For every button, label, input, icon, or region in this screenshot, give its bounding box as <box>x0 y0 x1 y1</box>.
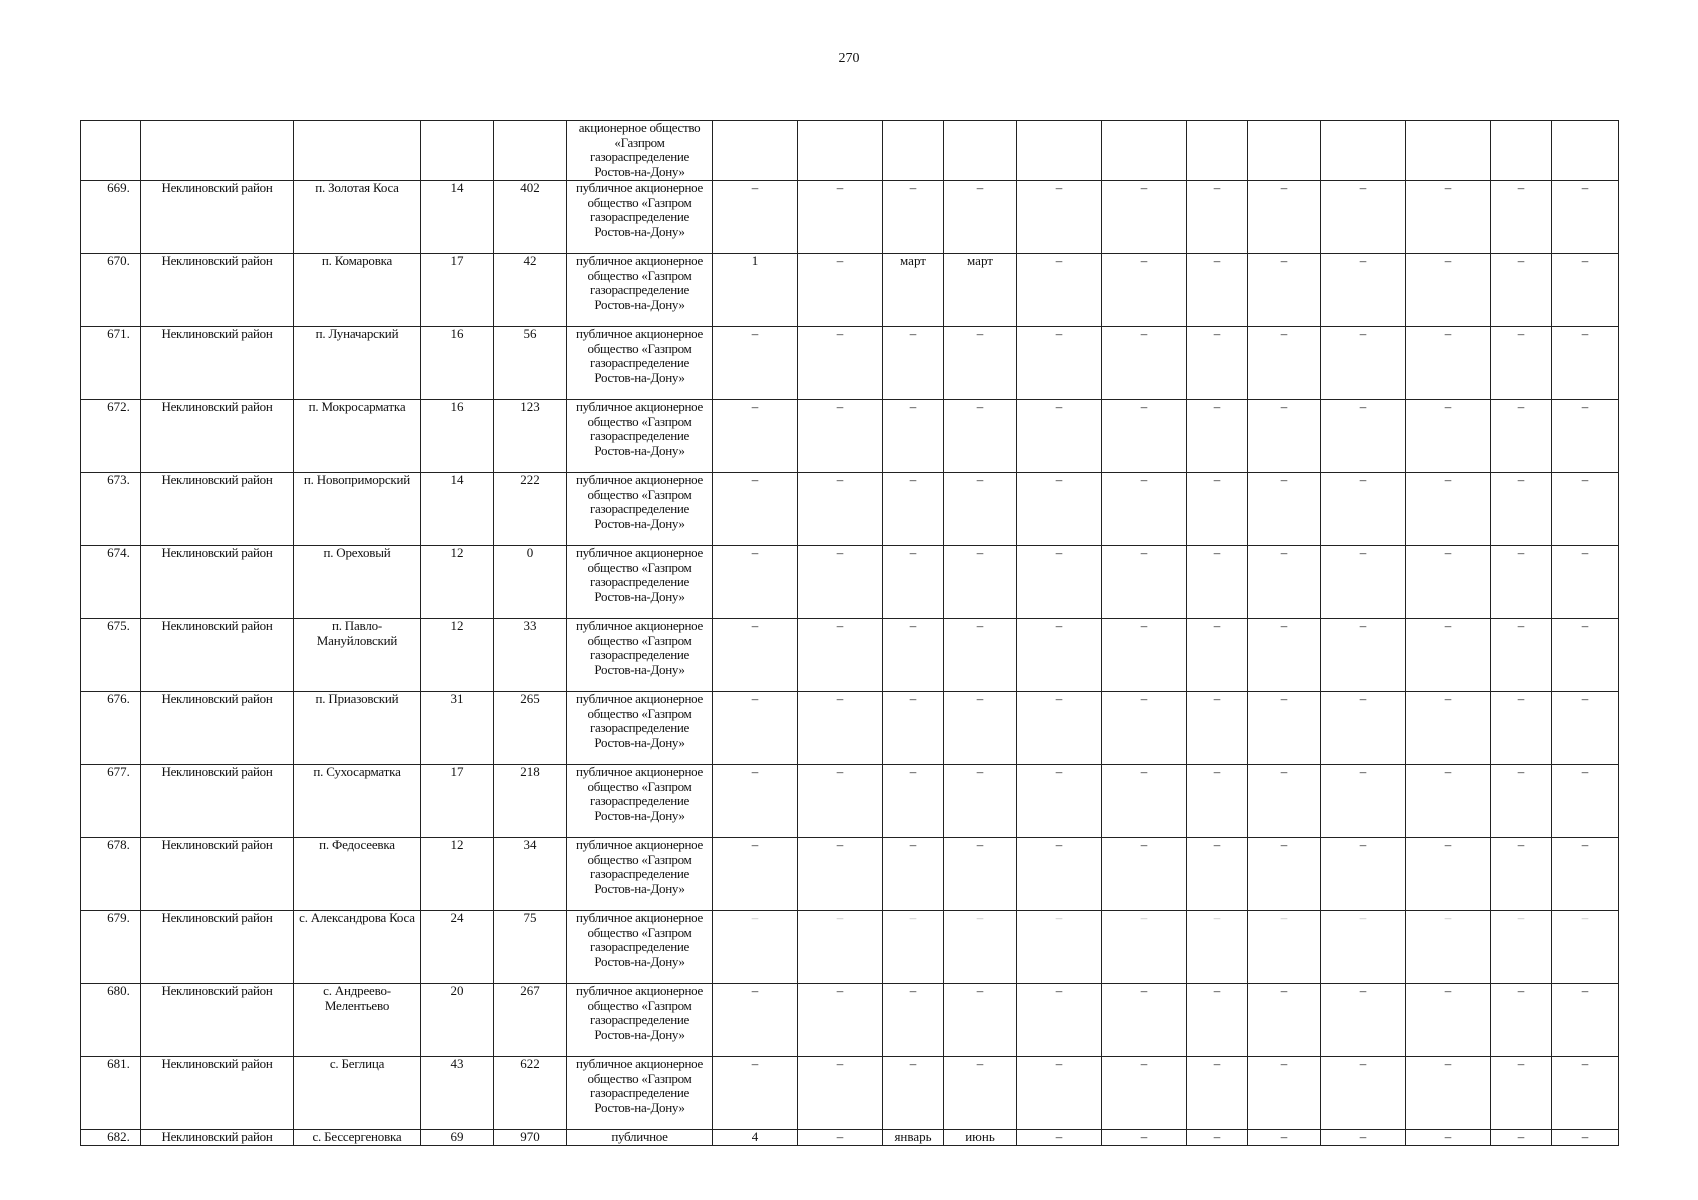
cell-number: 679. <box>81 910 141 983</box>
cell-value: – <box>713 326 798 399</box>
cell-locality: п. Комаровка <box>294 253 421 326</box>
cell-value: – <box>713 983 798 1056</box>
cell-value: – <box>1552 1056 1619 1129</box>
cell-organization: публичное акционерное общество «Газпром газораспределение Ростов-на-Дону» <box>567 837 713 910</box>
cell-value: – <box>1491 618 1552 691</box>
cell-count: 16 <box>421 326 494 399</box>
cell-value: – <box>1552 618 1619 691</box>
cell-value: – <box>713 910 798 983</box>
cell-value: – <box>1552 983 1619 1056</box>
cell-organization: публичное акционерное общество «Газпром газораспределение Ростов-на-Дону» <box>567 764 713 837</box>
cell-organization: публичное акционерное общество «Газпром газораспределение Ростов-на-Дону» <box>567 399 713 472</box>
cell-count: 265 <box>494 691 567 764</box>
cell-value: – <box>1552 399 1619 472</box>
cell-locality: п. Ореховый <box>294 545 421 618</box>
cell-value: – <box>713 691 798 764</box>
cell-value: – <box>1406 983 1491 1056</box>
table-row <box>81 545 1619 618</box>
cell-value: – <box>883 764 944 837</box>
table-row <box>81 1129 1619 1145</box>
cell-organization: публичное <box>567 1129 713 1145</box>
cell-count: 622 <box>494 1056 567 1129</box>
cell-district: Неклиновский район <box>141 837 294 910</box>
cell-count: 42 <box>494 253 567 326</box>
cell-value: – <box>713 399 798 472</box>
cell-value: – <box>1017 545 1102 618</box>
cell-value: – <box>798 1129 883 1145</box>
cell-value: – <box>1321 253 1406 326</box>
table-row <box>81 1056 1619 1129</box>
cell-value: – <box>944 472 1017 545</box>
cell-value <box>1491 121 1552 181</box>
cell-value: март <box>944 253 1017 326</box>
cell-value: – <box>1248 618 1321 691</box>
cell-value: – <box>1017 253 1102 326</box>
cell-number: 676. <box>81 691 141 764</box>
cell-value: – <box>1321 180 1406 253</box>
cell-value: – <box>944 983 1017 1056</box>
cell-value: – <box>1102 1129 1187 1145</box>
cell-value: – <box>1491 399 1552 472</box>
cell-organization: публичное акционерное общество «Газпром газораспределение Ростов-на-Дону» <box>567 472 713 545</box>
cell-value: – <box>1406 910 1491 983</box>
cell-value <box>1248 121 1321 181</box>
cell-number <box>81 121 141 181</box>
cell-value: – <box>1406 253 1491 326</box>
cell-value: – <box>944 1056 1017 1129</box>
cell-locality: п. Новоприморский <box>294 472 421 545</box>
cell-value: – <box>798 618 883 691</box>
cell-organization: публичное акционерное общество «Газпром газораспределение Ростов-на-Дону» <box>567 253 713 326</box>
cell-value: – <box>1102 837 1187 910</box>
cell-number: 674. <box>81 545 141 618</box>
cell-count: 31 <box>421 691 494 764</box>
cell-value: – <box>1406 1129 1491 1145</box>
cell-number: 675. <box>81 618 141 691</box>
cell-number: 670. <box>81 253 141 326</box>
cell-value: март <box>883 253 944 326</box>
cell-value: – <box>883 983 944 1056</box>
table-row <box>81 764 1619 837</box>
cell-value: – <box>1187 691 1248 764</box>
cell-value: – <box>1552 910 1619 983</box>
cell-value: – <box>1248 691 1321 764</box>
cell-locality: п. Федосеевка <box>294 837 421 910</box>
cell-number: 671. <box>81 326 141 399</box>
cell-value: – <box>1552 545 1619 618</box>
cell-value: – <box>1406 691 1491 764</box>
cell-locality: п. Приазовский <box>294 691 421 764</box>
cell-value: – <box>1017 1056 1102 1129</box>
cell-value: – <box>1248 1129 1321 1145</box>
cell-count: 34 <box>494 837 567 910</box>
cell-value: – <box>1187 910 1248 983</box>
cell-count: 12 <box>421 545 494 618</box>
cell-locality <box>294 121 421 181</box>
cell-count: 17 <box>421 253 494 326</box>
table-row-continued <box>81 121 1619 181</box>
cell-value: – <box>883 399 944 472</box>
cell-count: 33 <box>494 618 567 691</box>
cell-district: Неклиновский район <box>141 910 294 983</box>
cell-count: 14 <box>421 180 494 253</box>
cell-value <box>944 121 1017 181</box>
cell-count: 222 <box>494 472 567 545</box>
cell-value <box>1102 121 1187 181</box>
cell-value: – <box>1017 691 1102 764</box>
cell-value: 1 <box>713 253 798 326</box>
cell-value: – <box>1187 253 1248 326</box>
cell-value: – <box>1102 253 1187 326</box>
cell-value: – <box>944 910 1017 983</box>
cell-value: – <box>713 618 798 691</box>
cell-value: – <box>1248 1056 1321 1129</box>
cell-number: 682. <box>81 1129 141 1145</box>
cell-count <box>421 121 494 181</box>
cell-value: – <box>883 1056 944 1129</box>
cell-locality: с. Беглица <box>294 1056 421 1129</box>
cell-district: Неклиновский район <box>141 253 294 326</box>
cell-value: – <box>1187 1056 1248 1129</box>
cell-count: 12 <box>421 837 494 910</box>
cell-value: – <box>1552 691 1619 764</box>
cell-value <box>1552 121 1619 181</box>
cell-value: – <box>1248 983 1321 1056</box>
cell-count: 970 <box>494 1129 567 1145</box>
table-row <box>81 180 1619 253</box>
cell-value: – <box>1491 326 1552 399</box>
cell-number: 680. <box>81 983 141 1056</box>
cell-value: – <box>1552 180 1619 253</box>
cell-value: – <box>713 837 798 910</box>
cell-value: – <box>1187 326 1248 399</box>
cell-value: – <box>1102 764 1187 837</box>
cell-value: – <box>1321 545 1406 618</box>
table-row <box>81 472 1619 545</box>
cell-value: – <box>1248 180 1321 253</box>
cell-value: 4 <box>713 1129 798 1145</box>
cell-locality: с. Бессергеновка <box>294 1129 421 1145</box>
cell-value: – <box>1102 618 1187 691</box>
cell-value: – <box>1017 399 1102 472</box>
cell-district: Неклиновский район <box>141 1129 294 1145</box>
cell-value: – <box>1491 764 1552 837</box>
cell-value: – <box>1187 472 1248 545</box>
cell-value: июнь <box>944 1129 1017 1145</box>
cell-value: – <box>1491 253 1552 326</box>
cell-value: – <box>1187 1129 1248 1145</box>
cell-value: – <box>1017 326 1102 399</box>
cell-value: – <box>1248 764 1321 837</box>
cell-organization: публичное акционерное общество «Газпром газораспределение Ростов-на-Дону» <box>567 326 713 399</box>
cell-organization: акционерное общество «Газпром газораспределение Ростов-на-Дону» <box>567 121 713 181</box>
cell-value: – <box>1248 472 1321 545</box>
cell-value: – <box>1406 399 1491 472</box>
cell-organization: публичное акционерное общество «Газпром газораспределение Ростов-на-Дону» <box>567 983 713 1056</box>
cell-value: – <box>944 545 1017 618</box>
cell-value: – <box>1017 1129 1102 1145</box>
cell-number: 677. <box>81 764 141 837</box>
cell-value: – <box>1406 618 1491 691</box>
cell-value: – <box>798 837 883 910</box>
cell-district: Неклиновский район <box>141 180 294 253</box>
cell-locality: п. Золотая Коса <box>294 180 421 253</box>
cell-value <box>1187 121 1248 181</box>
cell-value: – <box>1321 1129 1406 1145</box>
cell-value: – <box>798 691 883 764</box>
cell-number: 669. <box>81 180 141 253</box>
cell-value: – <box>1017 837 1102 910</box>
cell-value: – <box>798 253 883 326</box>
cell-value: – <box>1491 180 1552 253</box>
cell-count: 56 <box>494 326 567 399</box>
cell-locality: п. Сухосарматка <box>294 764 421 837</box>
cell-value: – <box>1321 691 1406 764</box>
cell-locality: с. Александрова Коса <box>294 910 421 983</box>
table-row <box>81 326 1619 399</box>
cell-value: – <box>1187 983 1248 1056</box>
cell-value: – <box>1491 691 1552 764</box>
cell-value: – <box>798 326 883 399</box>
cell-value: – <box>798 180 883 253</box>
cell-organization: публичное акционерное общество «Газпром газораспределение Ростов-на-Дону» <box>567 691 713 764</box>
cell-value: – <box>798 1056 883 1129</box>
cell-value: – <box>1321 837 1406 910</box>
cell-district: Неклиновский район <box>141 764 294 837</box>
cell-value <box>713 121 798 181</box>
cell-locality: п. Мокросарматка <box>294 399 421 472</box>
cell-value: – <box>798 910 883 983</box>
cell-value: – <box>1552 326 1619 399</box>
cell-value: – <box>1187 764 1248 837</box>
cell-value: – <box>1248 399 1321 472</box>
cell-value: – <box>1248 253 1321 326</box>
cell-value: – <box>944 764 1017 837</box>
cell-value <box>1321 121 1406 181</box>
cell-count: 17 <box>421 764 494 837</box>
cell-value: – <box>1187 837 1248 910</box>
cell-value: – <box>944 618 1017 691</box>
cell-value: – <box>1017 910 1102 983</box>
cell-count: 12 <box>421 618 494 691</box>
cell-value: – <box>1102 472 1187 545</box>
cell-number: 672. <box>81 399 141 472</box>
cell-value: – <box>1491 1129 1552 1145</box>
gasification-table <box>80 120 1619 1146</box>
cell-count: 123 <box>494 399 567 472</box>
table-row <box>81 399 1619 472</box>
cell-value: – <box>944 180 1017 253</box>
cell-value: – <box>1491 983 1552 1056</box>
cell-value: – <box>1187 618 1248 691</box>
cell-value <box>798 121 883 181</box>
cell-value: – <box>1102 691 1187 764</box>
cell-organization: публичное акционерное общество «Газпром газораспределение Ростов-на-Дону» <box>567 618 713 691</box>
cell-district: Неклиновский район <box>141 399 294 472</box>
cell-value <box>1017 121 1102 181</box>
cell-value: – <box>1017 764 1102 837</box>
cell-value: – <box>883 180 944 253</box>
cell-value: – <box>798 983 883 1056</box>
cell-value: – <box>1491 1056 1552 1129</box>
cell-value: – <box>1321 399 1406 472</box>
cell-value: – <box>1248 910 1321 983</box>
table-row <box>81 253 1619 326</box>
cell-value: – <box>1102 326 1187 399</box>
cell-value: январь <box>883 1129 944 1145</box>
cell-value: – <box>1017 180 1102 253</box>
cell-value: – <box>1406 1056 1491 1129</box>
cell-count: 75 <box>494 910 567 983</box>
cell-value: – <box>713 1056 798 1129</box>
cell-count: 218 <box>494 764 567 837</box>
cell-value <box>883 121 944 181</box>
cell-value: – <box>1017 618 1102 691</box>
cell-value: – <box>944 837 1017 910</box>
cell-number: 673. <box>81 472 141 545</box>
cell-count: 24 <box>421 910 494 983</box>
cell-district: Неклиновский район <box>141 545 294 618</box>
cell-value: – <box>798 764 883 837</box>
cell-count: 16 <box>421 399 494 472</box>
cell-district: Неклиновский район <box>141 1056 294 1129</box>
cell-value: – <box>1552 472 1619 545</box>
cell-value: – <box>713 545 798 618</box>
cell-value: – <box>1321 472 1406 545</box>
table-row <box>81 691 1619 764</box>
cell-value: – <box>944 399 1017 472</box>
cell-organization: публичное акционерное общество «Газпром газораспределение Ростов-на-Дону» <box>567 545 713 618</box>
cell-value: – <box>1552 253 1619 326</box>
cell-value: – <box>883 326 944 399</box>
cell-value: – <box>883 618 944 691</box>
cell-value: – <box>1552 1129 1619 1145</box>
cell-value: – <box>1248 837 1321 910</box>
table-row <box>81 910 1619 983</box>
page-number: 270 <box>838 51 860 66</box>
cell-value: – <box>883 691 944 764</box>
cell-value: – <box>1248 545 1321 618</box>
cell-value: – <box>1102 910 1187 983</box>
cell-value: – <box>1491 837 1552 910</box>
cell-value: – <box>944 691 1017 764</box>
cell-value: – <box>798 472 883 545</box>
cell-value: – <box>713 764 798 837</box>
cell-value: – <box>944 326 1017 399</box>
cell-value: – <box>1406 837 1491 910</box>
cell-count: 402 <box>494 180 567 253</box>
cell-count: 0 <box>494 545 567 618</box>
table-row <box>81 983 1619 1056</box>
cell-value: – <box>1491 910 1552 983</box>
cell-count: 267 <box>494 983 567 1056</box>
cell-value: – <box>1017 472 1102 545</box>
cell-value: – <box>798 399 883 472</box>
cell-value <box>1406 121 1491 181</box>
cell-value: – <box>1321 1056 1406 1129</box>
cell-number: 681. <box>81 1056 141 1129</box>
cell-value: – <box>1102 983 1187 1056</box>
cell-organization: публичное акционерное общество «Газпром газораспределение Ростов-на-Дону» <box>567 180 713 253</box>
cell-value: – <box>1491 545 1552 618</box>
cell-value: – <box>1406 472 1491 545</box>
cell-value: – <box>1406 326 1491 399</box>
cell-value: – <box>1102 545 1187 618</box>
cell-value: – <box>1491 472 1552 545</box>
cell-value: – <box>883 472 944 545</box>
cell-count <box>494 121 567 181</box>
cell-value: – <box>1321 618 1406 691</box>
cell-value: – <box>1321 983 1406 1056</box>
cell-district: Неклиновский район <box>141 472 294 545</box>
cell-district: Неклиновский район <box>141 983 294 1056</box>
cell-organization: публичное акционерное общество «Газпром газораспределение Ростов-на-Дону» <box>567 1056 713 1129</box>
cell-value: – <box>1321 326 1406 399</box>
cell-locality: п. Павло-Мануйловский <box>294 618 421 691</box>
cell-count: 14 <box>421 472 494 545</box>
cell-value: – <box>713 180 798 253</box>
cell-value: – <box>1017 983 1102 1056</box>
cell-value: – <box>1406 180 1491 253</box>
cell-value: – <box>1552 837 1619 910</box>
cell-value: – <box>1321 910 1406 983</box>
cell-district <box>141 121 294 181</box>
cell-value: – <box>1102 1056 1187 1129</box>
cell-value: – <box>1102 399 1187 472</box>
cell-locality: с. Андреево-Мелентьево <box>294 983 421 1056</box>
cell-value: – <box>1248 326 1321 399</box>
cell-value: – <box>1102 180 1187 253</box>
table-row <box>81 618 1619 691</box>
cell-value: – <box>1187 180 1248 253</box>
cell-count: 43 <box>421 1056 494 1129</box>
cell-district: Неклиновский район <box>141 618 294 691</box>
cell-value: – <box>798 545 883 618</box>
cell-value: – <box>883 910 944 983</box>
cell-value: – <box>883 545 944 618</box>
cell-value: – <box>1187 399 1248 472</box>
cell-value: – <box>1406 545 1491 618</box>
cell-count: 69 <box>421 1129 494 1145</box>
cell-value: – <box>1187 545 1248 618</box>
cell-value: – <box>1321 764 1406 837</box>
cell-number: 678. <box>81 837 141 910</box>
cell-count: 20 <box>421 983 494 1056</box>
cell-value: – <box>1552 764 1619 837</box>
cell-value: – <box>1406 764 1491 837</box>
cell-organization: публичное акционерное общество «Газпром газораспределение Ростов-на-Дону» <box>567 910 713 983</box>
cell-locality: п. Луначарский <box>294 326 421 399</box>
table-row <box>81 837 1619 910</box>
cell-value: – <box>883 837 944 910</box>
cell-value: – <box>713 472 798 545</box>
cell-district: Неклиновский район <box>141 326 294 399</box>
cell-district: Неклиновский район <box>141 691 294 764</box>
